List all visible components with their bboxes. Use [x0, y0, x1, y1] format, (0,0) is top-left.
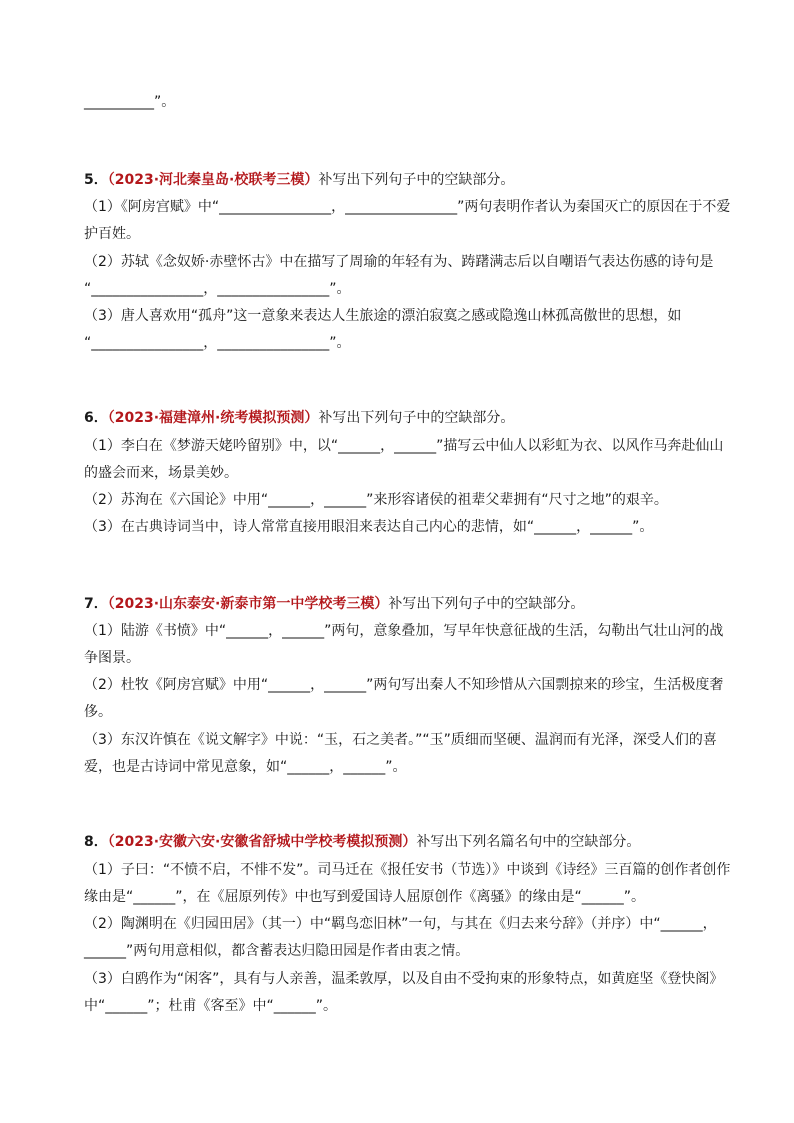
question-line: （2）陶渊明在《归园田居》（其一）中“羁鸟恋旧林”一句，与其在《归去来兮辞》（并序）中“______，: [84, 916, 717, 932]
question-8-heading: [84, 832, 724, 852]
question-instruction: 补写出下列句子中的空缺部分。: [318, 410, 515, 426]
question-line: ______”两句用意相似，都含蓄表达归隐田园是作者由衷之情。: [84, 943, 470, 959]
question-line: （2）苏洵在《六国论》中用“______，______”来形容诸侯的祖辈父辈拥有“尺寸之地”的艰辛。: [84, 492, 668, 508]
question-line: （3）唐人喜欢用“孤舟”这一意象来表达人生旅途的漂泊寂寞之感或隐逸山林孤高傲世的思想，如: [84, 308, 682, 324]
question-source: （2023·福建漳州·统考模拟预测）: [107, 410, 319, 426]
question-line: “________________，________________”。: [84, 335, 351, 351]
question-number: 6．: [84, 410, 108, 426]
question-number: 5．: [84, 172, 108, 188]
question-source: （2023·河北秦皇岛·校联考三模）: [107, 172, 319, 188]
question-line: “________________，________________”。: [84, 281, 351, 297]
question-line: 护百姓。: [84, 226, 140, 242]
question-instruction: 补写出下列名篇名句中的空缺部分。: [416, 834, 641, 850]
question-number: 8．: [84, 834, 108, 850]
question-instruction: 补写出下列句子中的空缺部分。: [318, 172, 515, 188]
question-line: （3）白鸥作为“闲客”，具有与人亲善，温柔敦厚，以及自由不受拘束的形象特点，如黄庭坚《登快阁》: [84, 971, 724, 987]
question-line: 爱，也是古诗词中常见意象，如“______，______”。: [84, 759, 407, 775]
question-6-heading: [84, 408, 724, 428]
question-instruction: 补写出下列句子中的空缺部分。: [388, 596, 585, 612]
question-line: 的盛会而来，场景美妙。: [84, 465, 238, 481]
question-source: （2023·安徽六安·安徽省舒城中学校考模拟预测）: [107, 834, 417, 850]
question-source: （2023·山东泰安·新泰市第一中学校考三模）: [107, 596, 389, 612]
question-line: （1）李白在《梦游天姥吟留别》中，以“______，______”描写云中仙人以彩虹为衣、以风作马奔赴仙山: [84, 438, 724, 454]
top-fragment: __________”。: [84, 94, 176, 110]
question-line: 中“______”；杜甫《客至》中“______”。: [84, 998, 338, 1014]
question-line: 侈。: [84, 704, 112, 720]
question-line: （1）子曰：“不愤不启，不悱不发”。司马迁在《报任安书（节选）》中谈到《诗经》三百篇的创作者创作: [84, 862, 731, 878]
question-line: （3）东汉许慎在《说文解字》中说：“玉，石之美者。”“玉”质细而坚硬、温润而有光泽，深受人们的喜: [84, 732, 717, 748]
question-line: （2）苏轼《念奴娇·赤壁怀古》中在描写了周瑜的年轻有为、踌躇满志后以自嘲语气表达伤感的诗句是: [84, 254, 714, 270]
question-line: （3）在古典诗词当中，诗人常常直接用眼泪来表达自己内心的悲情，如“______，______”。: [84, 519, 654, 535]
question-line: （1）陆游《书愤》中“______，______”两句，意象叠加，写早年快意征战的生活，勾勒出气壮山河的战: [84, 623, 724, 639]
question-line: （2）杜牧《阿房宫赋》中用“______，______”两句写出秦人不知珍惜从六国剽掠来的珍宝，生活极度奢: [84, 677, 724, 693]
question-line: 缘由是“______”，在《屈原列传》中也写到爱国诗人屈原创作《离骚》的缘由是“______”。: [84, 889, 646, 905]
question-number: 7．: [84, 596, 108, 612]
question-line: 争图景。: [84, 650, 140, 666]
question-7-heading: [84, 594, 724, 614]
question-5-heading: [84, 170, 724, 190]
question-line: （1）《阿房宫赋》中“________________，________________”两句表明作者认为秦国灭亡的原因在于不爱: [84, 199, 731, 215]
